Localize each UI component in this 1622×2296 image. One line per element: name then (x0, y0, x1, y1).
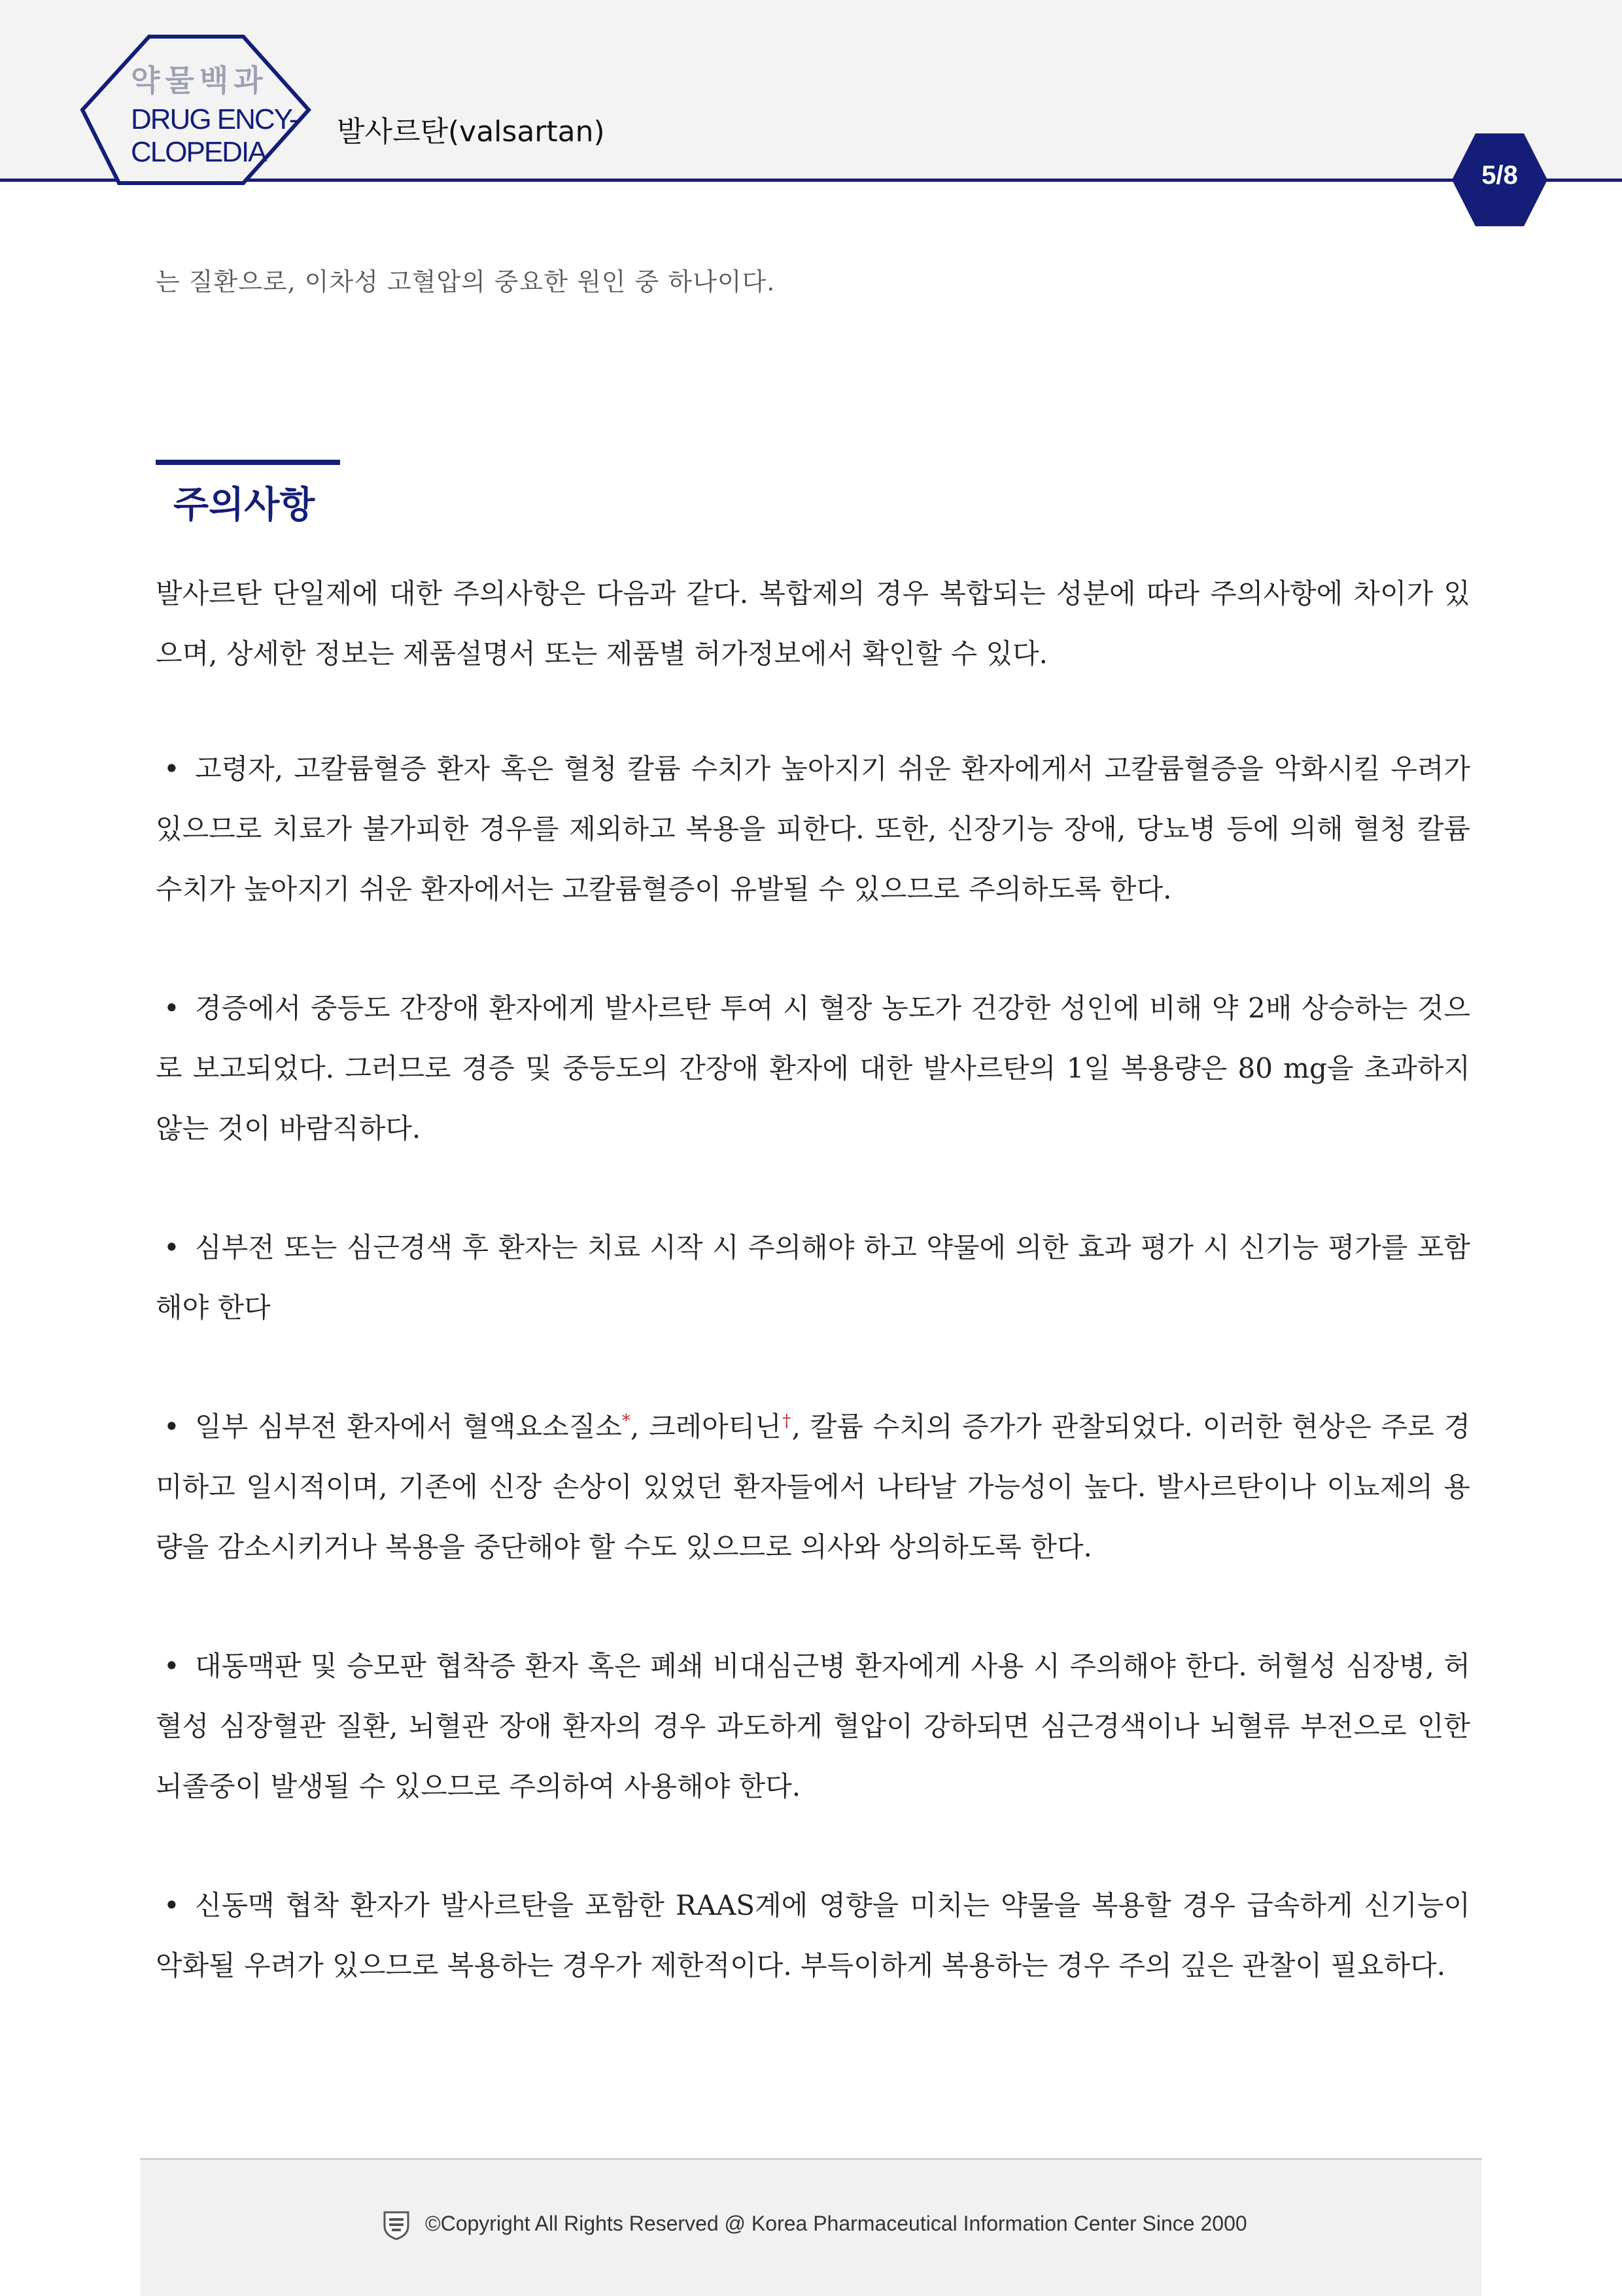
list-item (156, 1218, 1470, 1338)
precaution-list (156, 739, 1470, 2055)
list-item-text: 일부 심부전 환자에서 혈액요소질소 (195, 1411, 622, 1443)
list-item (156, 1397, 1470, 1577)
list-item-text: , 칼륨 수치의 증가가 관찰되었다. 이러한 현상은 주로 경미하고 일시적이며, 기존에 신장 손상이 있었던 환자들에서 나타날 가능성이 높다. 발사르탄이나 이뇨제의 용량을 감소시키거나 복용을 중단해야 할 수도 있으므로 의사와 상의하도록 한다. (156, 1411, 1471, 1563)
list-item (156, 739, 1470, 919)
list-item-text: , 크레아티닌 (630, 1411, 782, 1443)
logo (131, 65, 301, 169)
list-item-text: 고령자, 고칼륨혈증 환자 혹은 혈청 칼륨 수치가 높아지기 쉬운 환자에게서 고칼륨혈증을 악화시킬 우려가 있으므로 치료가 불가피한 경우를 제외하고 복용을 피한다. 또한, 신장기능 장애, 당뇨병 등에 의해 혈청 칼륨 수치가 높아지기 쉬운 환자에서는 고칼륨혈증이 유발될 수 있으므로 주의하도록 한다. (156, 753, 1470, 905)
page-number: 5/8 (1481, 161, 1518, 190)
section-title-rule (156, 460, 340, 465)
section-intro: 발사르탄 단일제에 대한 주의사항은 다음과 같다. 복합제의 경우 복합되는 성분에 따라 주의사항에 차이가 있으며, 상세한 정보는 제품설명서 또는 제품별 허가정보에서 확인할 수 있다. (156, 577, 1470, 670)
bullet-icon: • (164, 992, 180, 1024)
list-item-text: 대동맥판 및 승모판 협착증 환자 혹은 폐쇄 비대심근병 환자에게 사용 시 주의해야 한다. 허혈성 심장병, 허혈성 심장혈관 질환, 뇌혈관 장애 환자의 경우 과도하게 혈압이 강하되면 심근경색이나 뇌혈류 부전으로 인한 뇌졸중이 발생될 수 있으므로 주의하여 사용해야 한다. (156, 1650, 1470, 1802)
list-item-text: 경증에서 중등도 간장애 환자에게 발사르탄 투여 시 혈장 농도가 건강한 성인에 비해 약 2배 상승하는 것으로 보고되었다. 그러므로 경증 및 중등도의 간장애 환자에 대한 발사르탄의 1일 복용량은 80 mg을 초과하지 않는 것이 바람직하다. (156, 992, 1470, 1144)
footnote-mark: † (781, 1411, 792, 1431)
logo-english-line-1: DRUG ENCY- (131, 103, 298, 135)
bullet-icon: • (164, 1889, 180, 1921)
footnote-mark: * (621, 1411, 630, 1431)
carry-over-text: 는 질환으로, 이차성 고혈압의 중요한 원인 중 하나이다. (156, 267, 776, 296)
section-title: 주의사항 (173, 484, 315, 526)
list-item (156, 1876, 1470, 1996)
shield-emblem-icon (383, 2210, 410, 2240)
copyright-text: ©Copyright All Rights Reserved @ Korea Pharmaceutical Information Center Since 2000 (425, 2212, 1247, 2235)
list-item-text: 신동맥 협착 환자가 발사르탄을 포함한 RAAS계에 영향을 미치는 약물을 복용할 경우 급속하게 신기능이 악화될 우려가 있으므로 복용하는 경우가 제한적이다. 부득이하게 복용하는 경우 주의 깊은 관찰이 필요하다. (156, 1889, 1470, 1981)
list-item-text: 심부전 또는 심근경색 후 환자는 치료 시작 시 주의해야 하고 약물에 의한 효과 평가 시 신기능 평가를 포함해야 한다 (156, 1231, 1470, 1324)
logo-korean: 약물백과 (131, 63, 268, 97)
bullet-icon: • (164, 1411, 180, 1443)
logo-english-line-2: CLOPEDIA (131, 136, 266, 168)
bullet-icon: • (164, 753, 180, 785)
bullet-icon: • (164, 1650, 180, 1682)
document-title: 발사르탄(valsartan) (337, 115, 605, 148)
list-item (156, 978, 1470, 1159)
list-item (156, 1636, 1470, 1817)
bullet-icon: • (164, 1231, 180, 1263)
